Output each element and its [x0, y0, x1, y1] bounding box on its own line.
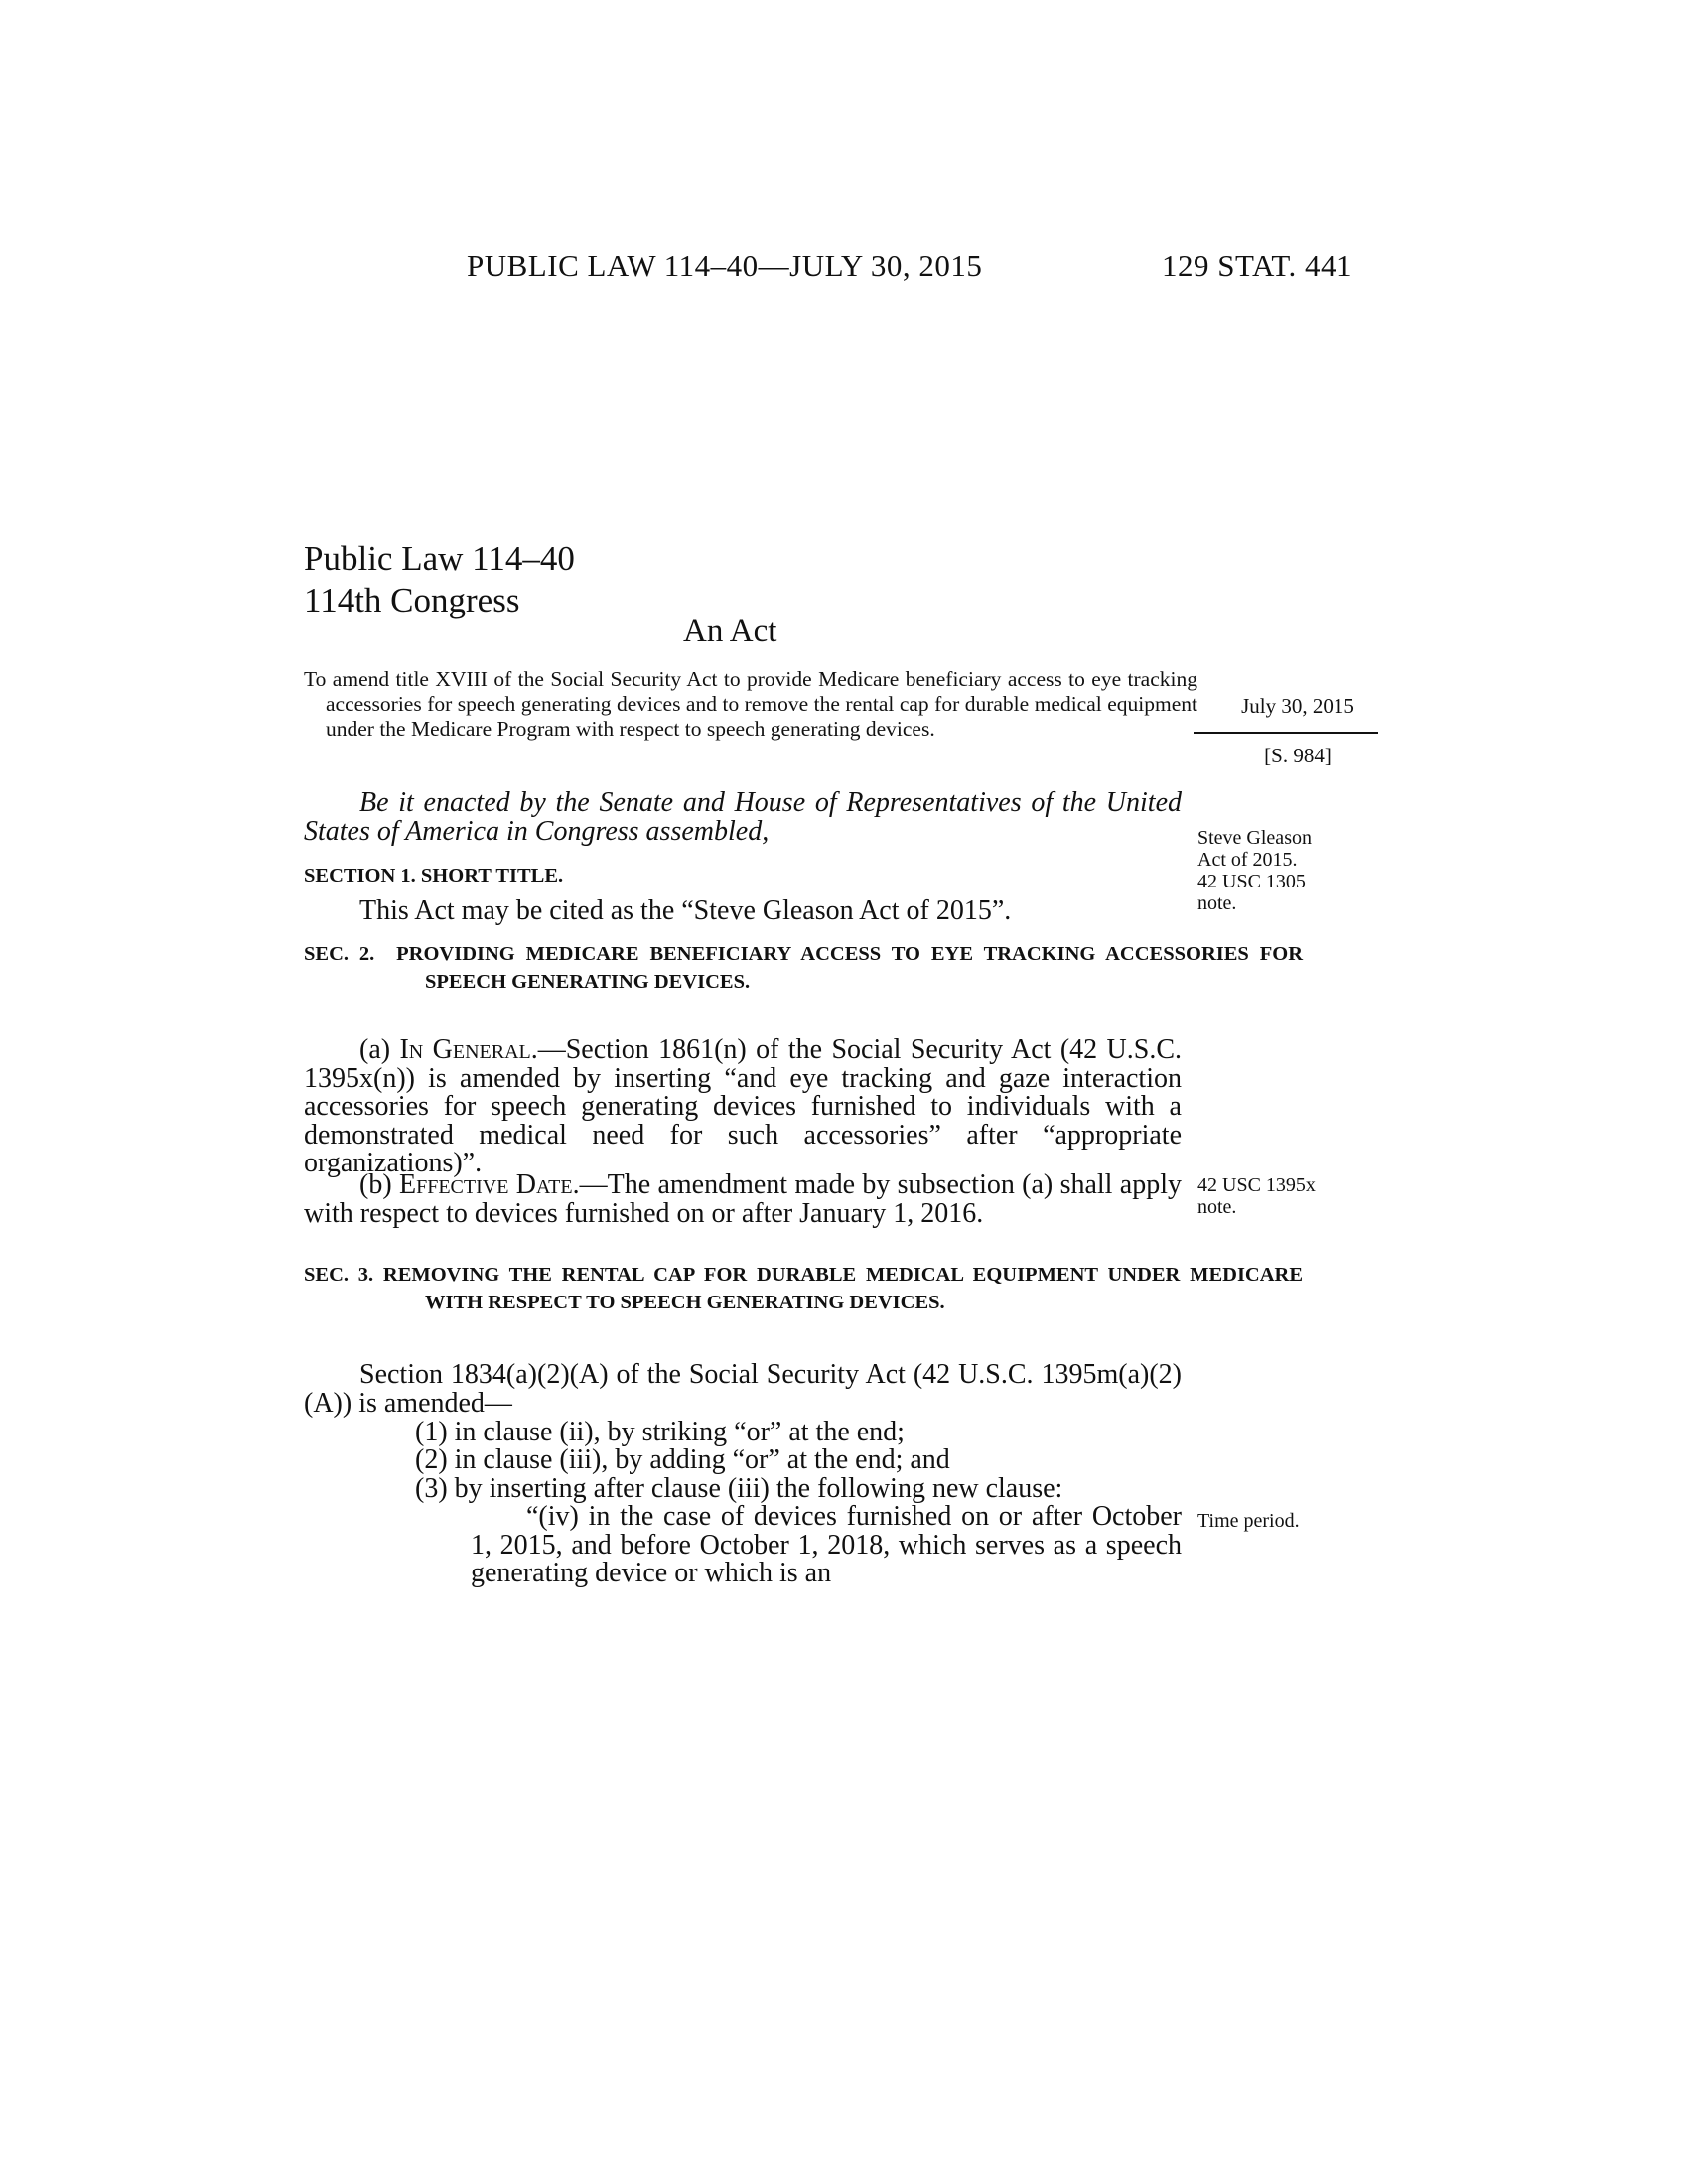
law-number: Public Law 114–40 [304, 539, 575, 578]
section-3-heading [304, 1261, 1303, 1316]
sidenote-divider [1194, 732, 1378, 734]
section-1-heading: SECTION 1. SHORT TITLE. [304, 865, 564, 887]
enacting-clause: Be it enacted by the Senate and House of Representatives of the United States of America in Congress assembled, [304, 787, 1182, 847]
quoted-new-clause: “(iv) in the case of devices furnished on or after October 1, 2015, and before October 1, 2018, which serves as a speech generating device or which is an [471, 1501, 1182, 1588]
effective-date-sidenote [1197, 1174, 1316, 1218]
section-3-item: (3) by inserting after clause (iii) the following new clause: [415, 1473, 1063, 1504]
sidenote-line: 42 USC 1395x [1197, 1174, 1316, 1196]
subsection-a-caption: In General [399, 1034, 531, 1065]
section-2-heading [304, 940, 1303, 996]
section-3-item: (1) in clause (ii), by striking “or” at the end; [415, 1417, 905, 1447]
law-title-block [304, 538, 575, 621]
sidenote-line: Steve Gleason [1197, 827, 1312, 849]
sidenote-line: note. [1197, 892, 1237, 914]
sidenote-line: note. [1197, 1196, 1237, 1218]
running-header-page: 129 STAT. 441 [1162, 248, 1353, 283]
section-3-number: SEC. 3. [304, 1264, 374, 1286]
subsection-b-text: .—The amendment made by subsection (a) shall apply with respect to devices furnished on or after January 1, 2016. [304, 1169, 1182, 1229]
section-3-title: REMOVING THE RENTAL CAP FOR DURABLE MEDICAL EQUIPMENT UNDER MEDICARE WITH RESPECT TO SPEECH GENERATING DEVICES. [382, 1264, 1304, 1313]
section-2-subsection-a [304, 1036, 1182, 1178]
act-heading: An Act [683, 614, 777, 649]
purpose-clause: To amend title XVIII of the Social Security Act to provide Medicare beneficiary access to eye tracking accessories for speech generating devices and to remove the rental cap for durable medical equipment under the Medicare Program with respect to speech generating devices. [304, 667, 1197, 741]
subsection-b-caption: Effective Date [398, 1169, 573, 1200]
subsection-a-label: (a) [359, 1034, 400, 1065]
time-period-sidenote: Time period. [1197, 1510, 1300, 1532]
section-2-title: PROVIDING MEDICARE BENEFICIARY ACCESS TO EYE TRACKING ACCESSORIES FOR SPEECH GENERATING DEVICES. [396, 943, 1303, 993]
subsection-b-label: (b) [359, 1169, 399, 1200]
approval-date-note: July 30, 2015 [1241, 694, 1354, 718]
sidenote-line: 42 USC 1305 [1197, 871, 1306, 892]
running-header-title: PUBLIC LAW 114–40—JULY 30, 2015 [467, 248, 983, 283]
sidenote-line: Act of 2015. [1197, 849, 1298, 871]
section-1-text: This Act may be cited as the “Steve Gleason Act of 2015”. [359, 895, 1012, 926]
congress-number: 114th Congress [304, 581, 520, 619]
section-2-number: SEC. 2. [304, 943, 375, 965]
section-3-intro: Section 1834(a)(2)(A) of the Social Security Act (42 U.S.C. 1395m(a)(2)(A)) is amended— [304, 1359, 1182, 1419]
section-2-subsection-b [304, 1171, 1182, 1228]
subsection-a-text: .—Section 1861(n) of the Social Security Act (42 U.S.C. 1395x(n)) is amended by inserting “and eye tracking and gaze interaction accessories for speech generating devices furnished to individuals with a demonstrated medical need for such accessories” after “appropriate organizations)”. [304, 1034, 1182, 1178]
section-3-item: (2) in clause (iii), by adding “or” at the end; and [415, 1444, 950, 1475]
short-title-sidenote [1197, 827, 1312, 914]
bill-number-note: [S. 984] [1264, 744, 1332, 767]
